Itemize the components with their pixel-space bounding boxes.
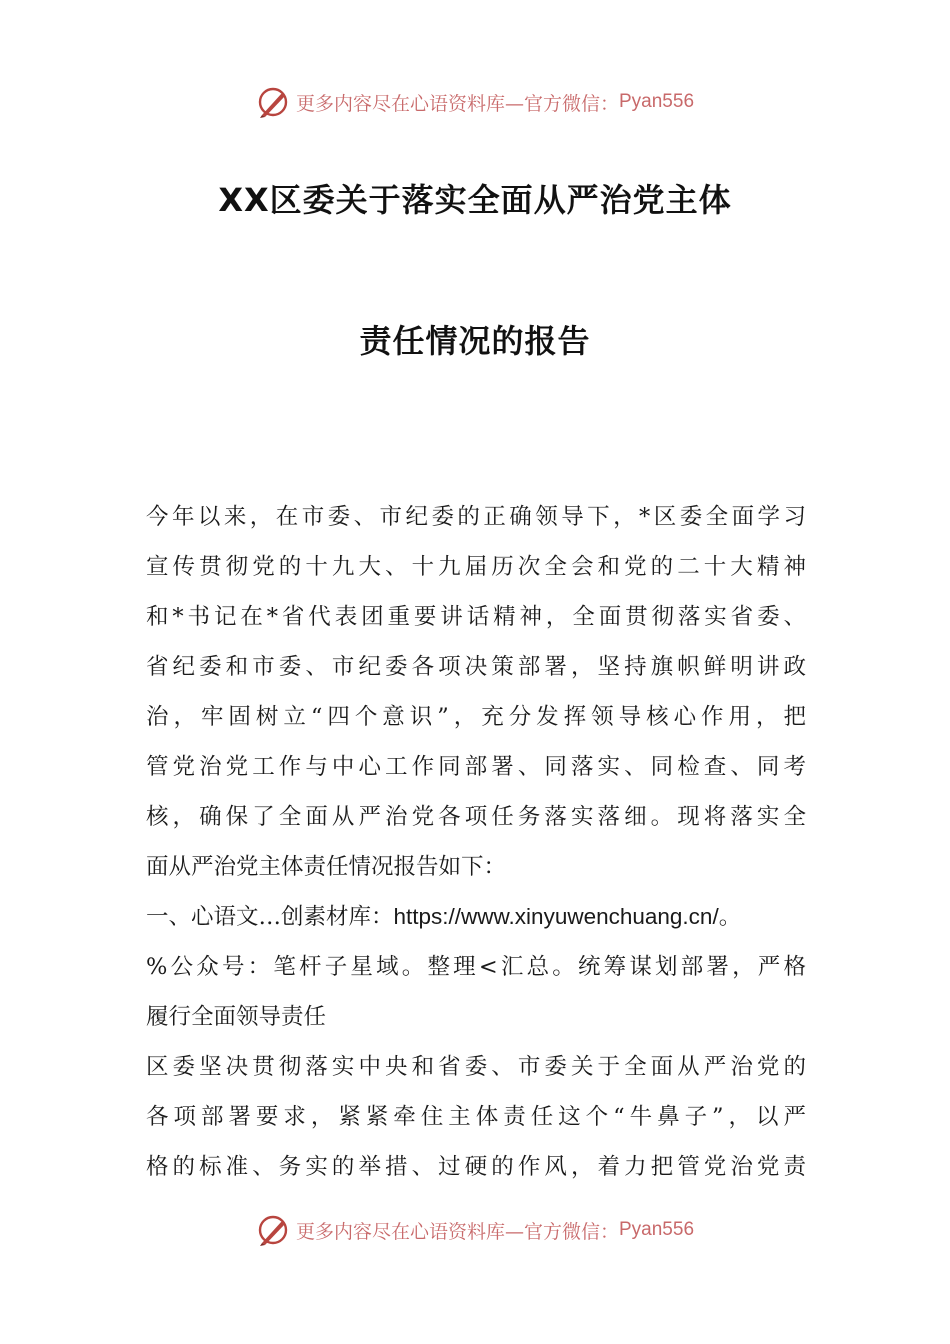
body-line: 格的标准、务实的举措、过硬的作风，着力把管党治党责 xyxy=(146,1154,806,1180)
header-watermark xyxy=(0,82,950,122)
body-line: 区委坚决贯彻落实中央和省委、市委关于全面从严治党的 xyxy=(146,1054,806,1080)
document-title-line-1: XX区委关于落实全面从严治党主体 xyxy=(218,181,732,219)
watermark-id: Pyan556 xyxy=(619,91,695,112)
document-title-line-2: 责任情况的报告 xyxy=(359,322,591,360)
body-line: 核，确保了全面从严治党各项任务落实落细。现将落实全 xyxy=(146,804,806,830)
body-line: 宣传贯彻党的十九大、十九届历次全会和党的二十大精神 xyxy=(146,554,806,580)
section-prefix: 一、心语文…创素材库： xyxy=(146,904,394,930)
section-heading-line xyxy=(146,892,806,942)
body-line: 和*书记在*省代表团重要讲话精神，全面贯彻落实省委、 xyxy=(146,604,806,630)
document-body xyxy=(146,492,806,1192)
body-line: 管党治党工作与中心工作同部署、同落实、同检查、同考 xyxy=(146,754,806,780)
body-line: 面从严治党主体责任情况报告如下： xyxy=(146,854,507,880)
body-line: 各项部署要求，紧紧牵住主体责任这个“牛鼻子”，以严 xyxy=(146,1104,806,1130)
body-line: %公众号：笔杆子星域。整理<汇总。统筹谋划部署，严格 xyxy=(146,954,806,980)
section-suffix: 。 xyxy=(718,904,742,930)
source-url-link[interactable]: https://www.xinyuwenchuang.cn/ xyxy=(393,904,719,929)
watermark-id: Pyan556 xyxy=(619,1219,695,1240)
body-line: 省纪委和市委、市纪委各项决策部署，坚持旗帜鲜明讲政 xyxy=(146,654,806,680)
body-line: 履行全面领导责任 xyxy=(146,1004,327,1030)
footer-watermark xyxy=(0,1210,950,1250)
body-line: 今年以来，在市委、市纪委的正确领导下，*区委全面学习 xyxy=(146,504,806,530)
pen-logo-icon xyxy=(256,85,290,119)
watermark-text: 更多内容尽在心语资料库—官方微信： xyxy=(295,92,619,115)
body-line: 治，牢固树立“四个意识”，充分发挥领导核心作用，把 xyxy=(146,704,806,730)
watermark-text: 更多内容尽在心语资料库—官方微信： xyxy=(295,1220,619,1243)
pen-logo-icon xyxy=(256,1213,290,1247)
